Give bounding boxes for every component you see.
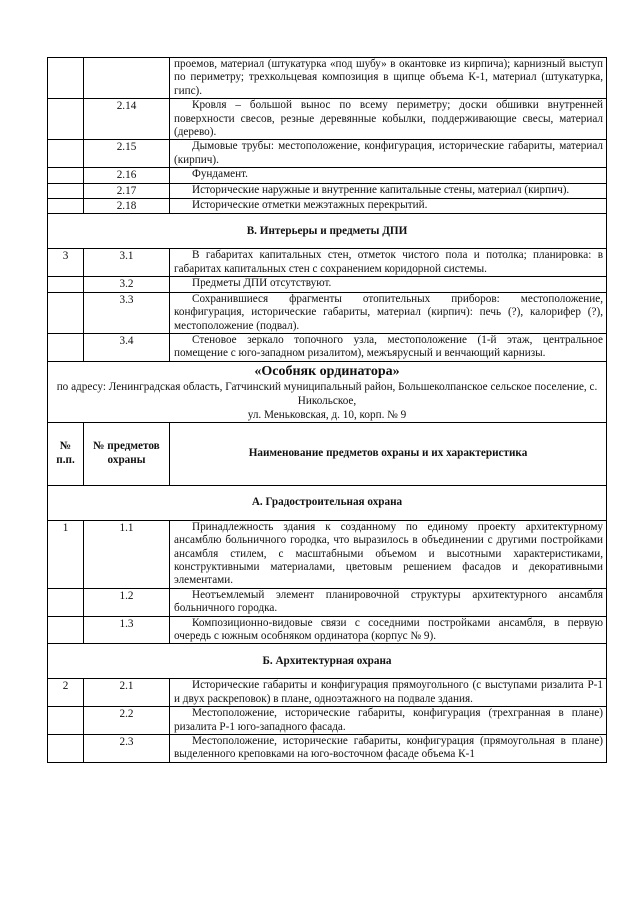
table-row bbox=[48, 333, 607, 361]
object-number-cell: 2.18 bbox=[84, 199, 170, 214]
object-number-cell: 3.4 bbox=[84, 333, 170, 361]
description-text: проемов, материал (штукатурка «под шубу» в окантовке из кирпича); карнизный выступ по периметру; трехкольцевая композиция в щипце объема К-1, материал (штукатурка, гипс). bbox=[174, 58, 603, 97]
object-number-cell: 1.1 bbox=[84, 520, 170, 588]
description-text: Дымовые трубы: местоположение, конфигурация, исторические габариты, материал (кирпич). bbox=[174, 140, 603, 166]
object-number-cell: 3.3 bbox=[84, 292, 170, 333]
item-number-cell bbox=[48, 168, 84, 183]
description-cell bbox=[170, 735, 607, 763]
description-text: Композиционно-видовые связи с соседними постройками ансамбля, в первую очередь с южным особняком ординатора (корпус № 9). bbox=[174, 616, 603, 642]
object-number-cell: 2.17 bbox=[84, 183, 170, 198]
object-address: по адресу: Ленинградская область, Гатчинский муниципальный район, Большеколпанское сельское поселение, с. Никольское, bbox=[56, 380, 598, 407]
table-part-architectural bbox=[48, 679, 607, 762]
description-cell bbox=[170, 520, 607, 588]
description-text: Местоположение, исторические габариты, конфигурация (трехгранная в плане) ризалита Р-1 юго-западного фасада. bbox=[174, 707, 603, 733]
header-object-number: № предметов охраны bbox=[84, 422, 170, 485]
table-row bbox=[48, 58, 607, 99]
object-title-cell bbox=[48, 361, 607, 422]
table-row bbox=[48, 520, 607, 588]
description-cell bbox=[170, 199, 607, 214]
description-text: Исторические наружные и внутренние капитальные стены, материал (кирпич). bbox=[192, 183, 570, 196]
description-cell bbox=[170, 58, 607, 99]
section-heading-architectural: Б. Архитектурная охрана bbox=[48, 644, 607, 679]
object-number-cell: 3.2 bbox=[84, 277, 170, 292]
object-number-cell bbox=[84, 58, 170, 99]
description-cell bbox=[170, 183, 607, 198]
table-row bbox=[48, 249, 607, 277]
description-text: Принадлежность здания к созданному по единому проекту архитектурному ансамблю больничного городка, что выразилось в объединении с другими постройками ансамбля стилем, с масштабными объемом и высотными характеристиками, конструктивными материалами, цветовым решением фасадов и декоративными элементами. bbox=[174, 520, 603, 587]
section-heading-urban: А. Градостроительная охрана bbox=[48, 485, 607, 520]
description-text: Сохранившиеся фрагменты отопительных приборов: местоположение, конфигурация, исторические габариты, материал (кирпич): печь (?), калорифер (?), местоположение (подвал). bbox=[174, 292, 603, 332]
description-text: Неотъемлемый элемент планировочной структуры архитектурного ансамбля больничного городка. bbox=[174, 588, 603, 615]
object-number-cell: 2.16 bbox=[84, 168, 170, 183]
table-row bbox=[48, 183, 607, 198]
description-text: В габаритах капитальных стен, отметок чистого пола и потолка; планировка: в габаритах капитальных стен с сохранением коридорной системы. bbox=[174, 249, 603, 275]
object-number-cell: 2.3 bbox=[84, 735, 170, 763]
description-text: Предметы ДПИ отсутствуют. bbox=[192, 277, 332, 290]
description-cell bbox=[170, 616, 607, 644]
description-cell bbox=[170, 588, 607, 616]
description-text: Местоположение, исторические габариты, конфигурация (прямоугольная в плане) выделенного креповками на юго-восточном фасаде объема К-1 bbox=[174, 735, 603, 761]
description-cell bbox=[170, 292, 607, 333]
table-part-continued bbox=[48, 58, 607, 214]
item-number-cell bbox=[48, 58, 84, 99]
object-number-cell: 2.14 bbox=[84, 99, 170, 140]
description-cell bbox=[170, 707, 607, 735]
description-text: Исторические габариты и конфигурация прямоугольного (с выступами ризалита Р-1 и двух раскреповок) в плане, одноэтажного на подвале здания. bbox=[174, 679, 603, 705]
document-page bbox=[47, 57, 607, 763]
description-cell bbox=[170, 333, 607, 361]
object-number-cell: 2.2 bbox=[84, 707, 170, 735]
item-number-cell: 2 bbox=[48, 679, 84, 707]
object-title-block bbox=[48, 361, 607, 520]
table-row bbox=[48, 707, 607, 735]
item-number-cell: 3 bbox=[48, 249, 84, 277]
table-row bbox=[48, 616, 607, 644]
header-description: Наименование предметов охраны и их характеристика bbox=[170, 422, 607, 485]
item-number-cell bbox=[48, 99, 84, 140]
table-row bbox=[48, 199, 607, 214]
table-row bbox=[48, 679, 607, 707]
section-heading-interiors: В. Интерьеры и предметы ДПИ bbox=[48, 214, 607, 249]
item-number-cell bbox=[48, 292, 84, 333]
item-number-cell bbox=[48, 588, 84, 616]
description-text: Исторические отметки межэтажных перекрытий. bbox=[192, 199, 428, 212]
header-item-number: № п.п. bbox=[48, 422, 84, 485]
item-number-cell bbox=[48, 707, 84, 735]
section-b bbox=[48, 644, 607, 679]
object-number-cell: 1.2 bbox=[84, 588, 170, 616]
description-cell bbox=[170, 168, 607, 183]
table-row bbox=[48, 168, 607, 183]
table-part-interiors bbox=[48, 249, 607, 361]
description-cell bbox=[170, 679, 607, 707]
table-row bbox=[48, 735, 607, 763]
object-address-street: ул. Меньковская, д. 10, корп. № 9 bbox=[247, 408, 407, 421]
item-number-cell: 1 bbox=[48, 520, 84, 588]
item-number-cell bbox=[48, 277, 84, 292]
object-number-cell: 1.3 bbox=[84, 616, 170, 644]
item-number-cell bbox=[48, 735, 84, 763]
table-row bbox=[48, 588, 607, 616]
table-row bbox=[48, 292, 607, 333]
description-text: Стеновое зеркало топочного узла, местоположение (1-й этаж, центральное помещение с юго-западном ризалитом), межъярусный и венчающий карнизы. bbox=[174, 333, 603, 360]
object-number-cell: 2.15 bbox=[84, 140, 170, 168]
object-number-cell: 3.1 bbox=[84, 249, 170, 277]
item-number-cell bbox=[48, 199, 84, 214]
item-number-cell bbox=[48, 183, 84, 198]
table-row bbox=[48, 140, 607, 168]
table-row bbox=[48, 277, 607, 292]
description-cell bbox=[170, 99, 607, 140]
description-cell bbox=[170, 277, 607, 292]
description-text: Кровля – большой вынос по всему периметру; доски обшивки внутренней поверхности свесов, резные деревянные кобылки, поддерживающие свесы, материал (дерево). bbox=[174, 99, 603, 139]
description-cell bbox=[170, 249, 607, 277]
description-cell bbox=[170, 140, 607, 168]
item-number-cell bbox=[48, 140, 84, 168]
item-number-cell bbox=[48, 616, 84, 644]
table-row bbox=[48, 99, 607, 140]
table-part-urban bbox=[48, 520, 607, 644]
item-number-cell bbox=[48, 333, 84, 361]
object-number-cell: 2.1 bbox=[84, 679, 170, 707]
description-text: Фундамент. bbox=[192, 168, 248, 181]
section-v bbox=[48, 214, 607, 249]
protection-table bbox=[47, 57, 607, 763]
object-title: «Особняк ординатора» bbox=[254, 363, 400, 379]
